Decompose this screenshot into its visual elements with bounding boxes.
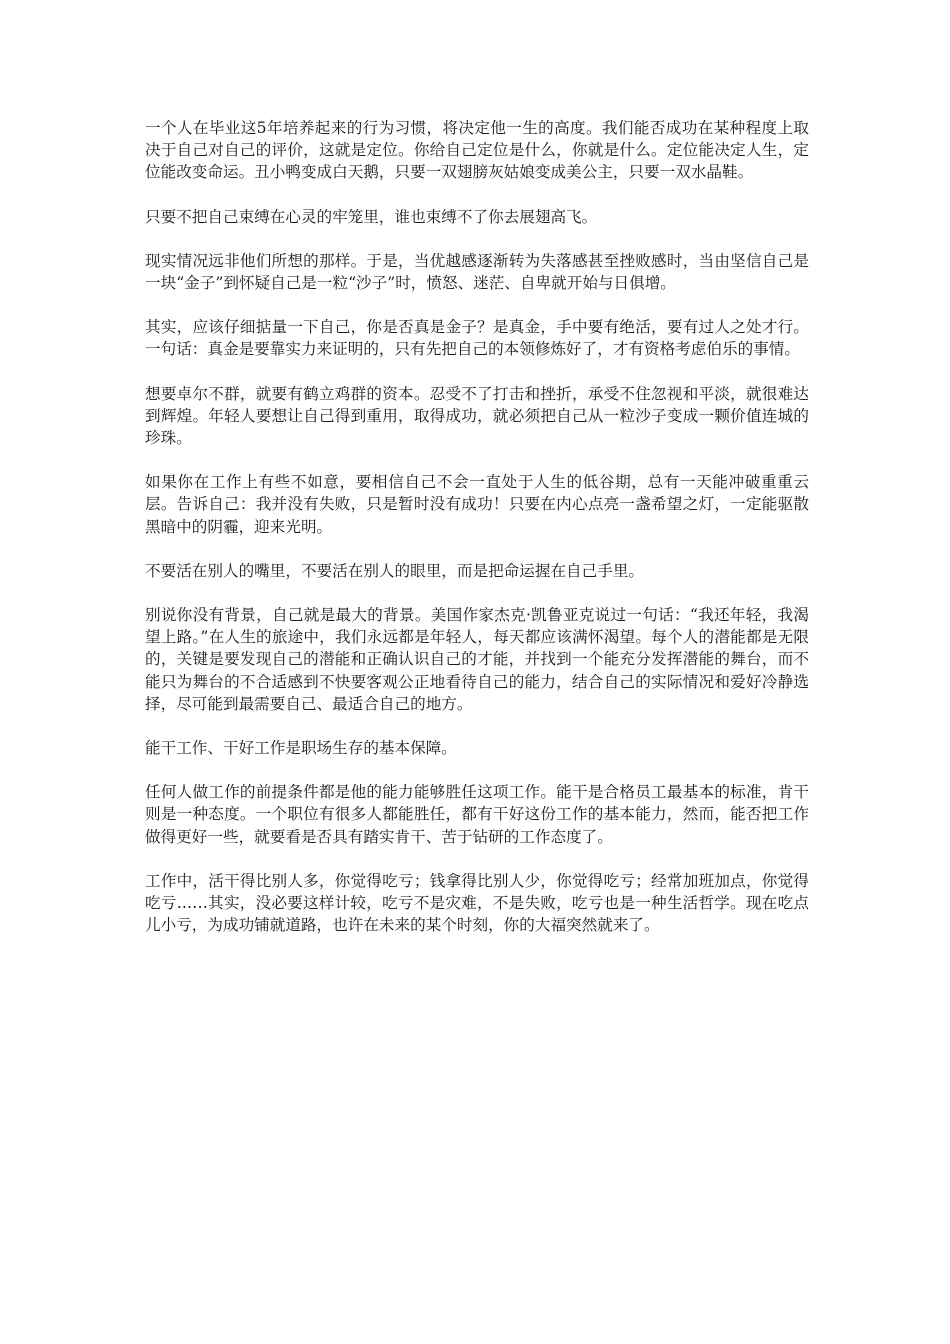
paragraph-10: 任何人做工作的前提条件都是他的能力能够胜任这项工作。能干是合格员工最基本的标准，肯干则是一种态度。一个职位有很多人都能胜任，都有干好这份工作的基本能力，然而，能否把工作做得更好一些，就要看是否具有踏实肯干、苦于钻研的工作态度了。 bbox=[145, 783, 809, 846]
paragraph-7: 不要活在别人的嘴里，不要活在别人的眼里，而是把命运握在自己手里。 bbox=[145, 561, 645, 580]
paragraph-11: 工作中，活干得比别人多，你觉得吃亏；钱拿得比别人少，你觉得吃亏；经常加班加点，你觉得吃亏……其实，没必要这样计较，吃亏不是灾难，不是失败，吃亏也是一种生活哲学。现在吃点儿小亏，为成功铺就道路，也许在未来的某个时刻，你的大福突然就来了。 bbox=[145, 871, 809, 935]
paragraph-8: 别说你没有背景，自己就是最大的背景。美国作家杰克·凯鲁亚克说过一句话：“我还年轻，我渴望上路。”在人生的旅途中，我们永远都是年轻人，每天都应该满怀渴望。每个人的潜能都是无限的，关键是要发现自己的潜能和正确认识自己的才能，并找到一个能充分发挥潜能的舞台，而不能只为舞台的不合适感到不快要客观公正地看待自己的能力，结合自己的实际情况和爱好冷静选择，尽可能到最需要自己、最适合自己的地方。 bbox=[145, 606, 809, 713]
paragraph-1: 一个人在毕业这5年培养起来的行为习惯，将决定他一生的高度。我们能否成功在某种程度上取决于自己对自己的评价，这就是定位。你给自己定位是什么，你就是什么。定位能决定人生，定位能改变命运。丑小鸭变成白天鹅，只要一双翅膀灰姑娘变成美公主，只要一双水晶鞋。 bbox=[145, 119, 809, 182]
paragraph-3: 现实情况远非他们所想的那样。于是，当优越感逐渐转为失落感甚至挫败感时，当由坚信自己是一块“金子”到怀疑自己是一粒“沙子”时，愤怒、迷茫、自卑就开始与日俱增。 bbox=[145, 251, 809, 293]
paragraph-2: 只要不把自己束缚在心灵的牢笼里，谁也束缚不了你去展翅高飞。 bbox=[145, 207, 598, 226]
paragraph-5: 想要卓尔不群，就要有鹤立鸡群的资本。忍受不了打击和挫折，承受不住忽视和平淡，就很难达到辉煌。年轻人要想让自己得到重用，取得成功，就必须把自己从一粒沙子变成一颗价值连城的珍珠。 bbox=[145, 384, 809, 448]
document-body bbox=[145, 117, 809, 958]
paragraph-4: 其实，应该仔细掂量一下自己，你是否真是金子？是真金，手中要有绝活，要有过人之处才行。一句话：真金是要靠实力来证明的，只有先把自己的本领修炼好了，才有资格考虑伯乐的事情。 bbox=[145, 318, 809, 359]
paragraph-9: 能干工作、干好工作是职场生存的基本保障。 bbox=[145, 739, 457, 758]
paragraph-6: 如果你在工作上有些不如意，要相信自己不会一直处于人生的低谷期，总有一天能冲破重重云层。告诉自己：我并没有失败，只是暂时没有成功！只要在内心点亮一盏希望之灯，一定能驱散黑暗中的阴霾，迎来光明。 bbox=[145, 473, 809, 536]
